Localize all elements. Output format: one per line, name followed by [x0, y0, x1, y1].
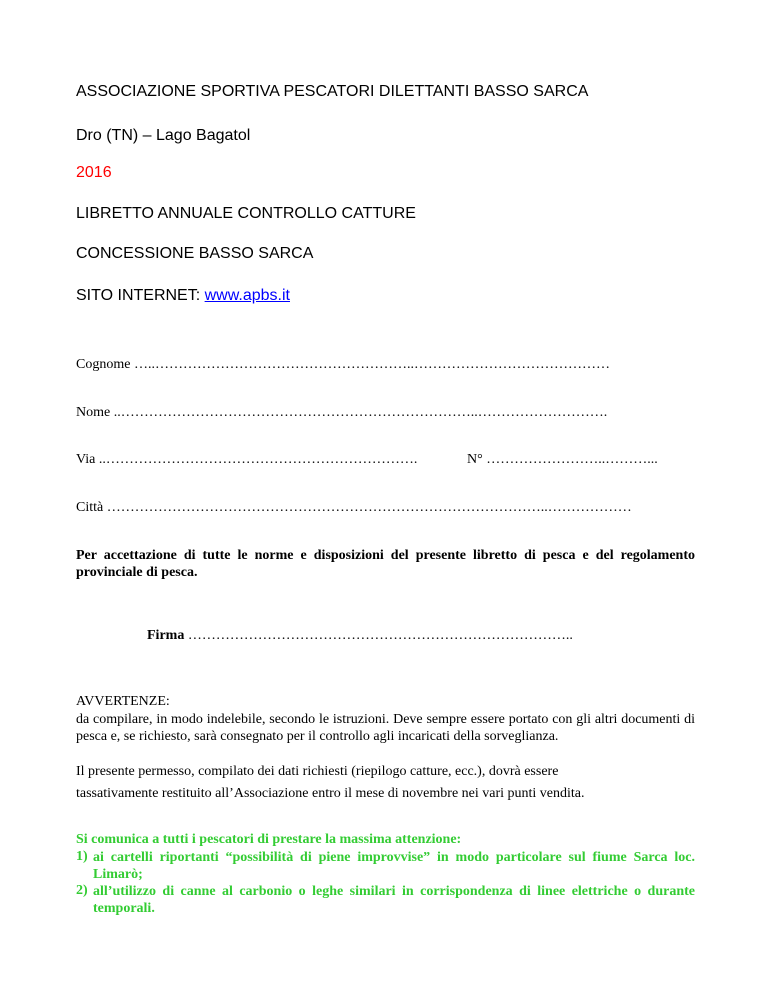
street-dots: ..………………………………………………………….: [98, 452, 418, 467]
warnings-title: AVVERTENZE:: [76, 694, 170, 709]
association-title: ASSOCIAZIONE SPORTIVA PESCATORI DILETTANTI BASSO SARCA: [76, 83, 589, 100]
location: Dro (TN) – Lago Bagatol: [76, 127, 251, 144]
signature-dots: ………………………………………………………………………..: [187, 628, 573, 643]
notice-intro: Si comunica a tutti i pescatori di prestare la massima attenzione:: [76, 832, 462, 847]
acceptance-text: Per accettazione di tutte le norme e disposizioni del presente libretto di pesca e del regolamento provinciale di pesca.: [76, 548, 695, 580]
notice-item-2-text: all’utilizzo di canne al carbonio o leghe similari in corrispondenza di linee elettriche o durante temporali.: [93, 884, 695, 916]
signature-label: Firma: [147, 628, 185, 643]
website-label: SITO INTERNET:: [76, 287, 205, 304]
concession-title: CONCESSIONE BASSO SARCA: [76, 245, 314, 262]
notice-item-2-number: 2): [76, 883, 88, 898]
booklet-title: LIBRETTO ANNUALE CONTROLLO CATTURE: [76, 205, 416, 222]
surname-field[interactable]: [76, 357, 695, 373]
permit-text-line2: tassativamente restituito all’Associazione entro il mese di novembre nei vari punti vendita.: [76, 786, 585, 801]
signature-field[interactable]: [147, 628, 573, 644]
city-label: Città: [76, 500, 104, 515]
surname-dots: …..………………………………………………..……………………………………: [133, 357, 610, 372]
number-dots: ……………………..………...: [486, 452, 658, 467]
notice-item-1-number: 1): [76, 849, 88, 864]
notice-item-2: [76, 883, 695, 917]
number-label: N°: [467, 452, 483, 467]
city-dots: …………………………………………………………………………………..………………: [106, 500, 632, 515]
notice-item-1: [76, 849, 695, 883]
city-field[interactable]: [76, 500, 695, 516]
year: 2016: [76, 164, 112, 181]
surname-label: Cognome: [76, 357, 131, 372]
website-line: [76, 287, 290, 305]
name-label: Nome: [76, 405, 111, 420]
street-label: Via: [76, 452, 96, 467]
website-link[interactable]: www.apbs.it: [204, 287, 290, 304]
name-field[interactable]: [76, 405, 695, 421]
warnings-text: da compilare, in modo indelebile, secondo le istruzioni. Deve sempre essere portato con gli altri documenti di pesca e, se richiesto, sarà consegnato per il controllo agli incaricati della sorveglianza.: [76, 712, 695, 744]
name-dots: ..…………………………………………………………………..……………………….: [113, 405, 608, 420]
notice-item-1-text: ai cartelli riportanti “possibilità di piene improvvise” in modo particolare sul fiume Sarca loc. Limarò;: [93, 850, 695, 882]
permit-text-line1: Il presente permesso, compilato dei dati richiesti (riepilogo catture, ecc.), dovrà essere: [76, 764, 559, 779]
number-field[interactable]: [467, 452, 695, 468]
